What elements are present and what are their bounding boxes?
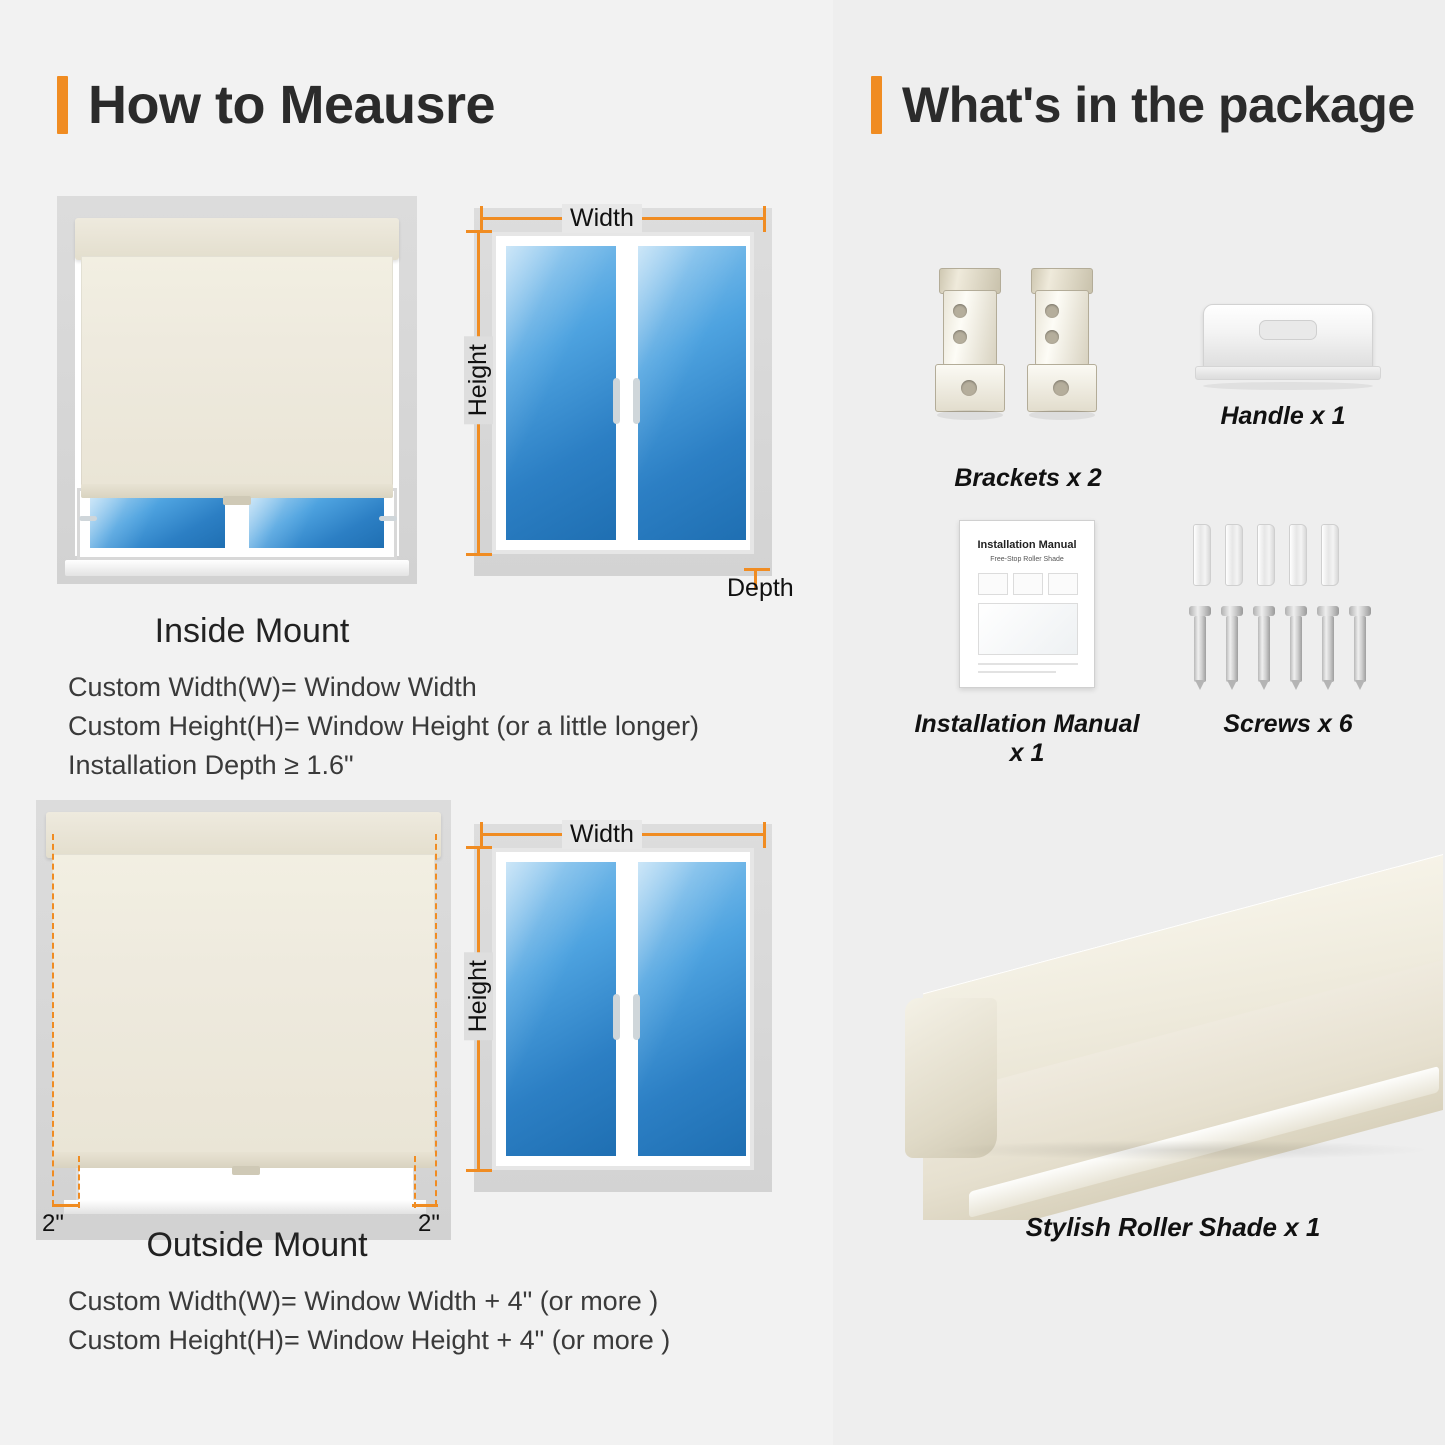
inside-mount-blind-illustration [57,196,417,584]
outside-mount-measure-diagram [452,812,792,1212]
wall-anchor [1257,524,1275,586]
inside-mount-text [68,668,808,785]
shade-pull-tab [223,496,251,505]
wall-anchor [1289,524,1307,586]
manual-figure-3 [1048,573,1078,595]
inside-mount-caption: Inside Mount [154,612,350,650]
overhang-guide-left [52,834,54,1206]
bracket-plate [1035,290,1089,366]
glass-gloss [506,862,616,1156]
handle-group [1173,296,1393,456]
width-label: Width [562,204,642,233]
screw-head [1253,606,1275,616]
manual-text-line-1 [978,663,1078,665]
manual-title: Installation Manual [977,539,1077,551]
height-label: Height [464,952,493,1040]
screw-head [1317,606,1339,616]
inside-mount-line-2: Custom Height(H)= Window Height (or a little longer) [68,711,699,742]
bracket-hole-bottom [961,380,977,396]
glass-gloss [638,862,746,1156]
shade-valance [75,218,399,260]
overhang-arrow-right [412,1204,438,1207]
bracket-hole-mid [1045,330,1059,344]
screw-head [1189,606,1211,616]
window-glass-right [249,498,384,548]
handle-label: Handle x 1 [1220,402,1346,430]
screw-shank [1226,616,1238,682]
right-panel [833,0,1445,1445]
window-sill [64,1200,426,1214]
manual-figure-2 [1013,573,1043,595]
window-glass-right [638,246,746,540]
overhang-label-right: 2" [418,1210,440,1237]
depth-tick [744,568,770,571]
window-handle-right [633,378,640,424]
roller-shade-group [893,840,1445,1310]
inside-mount-line-3: Installation Depth ≥ 1.6" [68,750,354,781]
window-glass-left [90,498,225,548]
screw-tip [1227,680,1237,690]
bracket-plate [943,290,997,366]
roller-end-cap [905,998,997,1158]
roller-shade-photo [893,840,1445,1220]
bracket-2 [1025,268,1099,438]
handle-base [1195,366,1381,380]
screws-group [1173,510,1403,750]
screw-tip [1291,680,1301,690]
brackets-group [913,268,1143,498]
bracket-shadow [937,410,1003,420]
window-glass-left [506,862,616,1156]
shade-fabric [52,854,435,1154]
outside-mount-line-1: Custom Width(W)= Window Width + 4" (or more ) [68,1286,659,1316]
bracket-shadow [1029,410,1095,420]
accent-bar [57,76,68,134]
overhang-label-left: 2" [42,1210,64,1237]
screw-head [1221,606,1243,616]
window-handle-right [633,994,640,1040]
window-handle-left [613,994,620,1040]
screw-shank [1290,616,1302,682]
handle-shadow [1203,382,1373,390]
how-to-measure-header [57,76,495,134]
wall-anchor [1225,524,1243,586]
bracket-hole-top [1045,304,1059,318]
screw-shank [1354,616,1366,682]
overhang-arrow-left [52,1204,80,1207]
window-edge-guide-left [78,1156,80,1208]
depth-label: Depth [727,574,794,602]
window-handle-right [379,516,397,521]
shade-valance [46,812,441,858]
outside-mount-blind-illustration [36,800,451,1240]
manual-subtitle: Free-Stop Roller Shade [990,556,1064,563]
package-title: What's in the package [902,77,1415,133]
window-edge-guide-right [414,1156,416,1208]
screws-label: Screws x 6 [1223,710,1353,738]
window-handle-left [79,516,97,521]
bracket-hole-top [953,304,967,318]
screw-head [1285,606,1307,616]
wall-anchor [1193,524,1211,586]
bracket-1 [933,268,1007,438]
how-to-measure-title: How to Meausre [88,75,496,135]
screw-shank [1194,616,1206,682]
outside-mount-text [68,1282,808,1360]
accent-bar [871,76,882,134]
screw-head [1349,606,1371,616]
screw-tip [1355,680,1365,690]
manual-label: Installation Manual x 1 [914,710,1140,767]
wall-anchor [1321,524,1339,586]
shade-pull-tab [232,1166,260,1175]
screw-tip [1195,680,1205,690]
window-sill [65,560,409,576]
shade-fabric [81,256,393,486]
manual-group [911,520,1143,767]
handle-grip-slot [1259,320,1317,340]
glass-gloss [638,246,746,540]
screw-tip [1323,680,1333,690]
outside-mount-line-2: Custom Height(H)= Window Height + 4" (or more ) [68,1325,671,1356]
inside-mount-measure-diagram [452,196,794,602]
width-label: Width [562,820,642,849]
roller-shade-label: Stylish Roller Shade x 1 [1025,1212,1321,1242]
glass-gloss [90,498,225,548]
screw-tip [1259,680,1269,690]
manual-cover [959,520,1095,688]
manual-figure-large [978,603,1078,655]
outside-mount-caption: Outside Mount [146,1226,368,1264]
package-header [871,76,1415,134]
screw-shank [1258,616,1270,682]
overhang-guide-right [435,834,437,1206]
bracket-hole-mid [953,330,967,344]
brackets-label: Brackets x 2 [954,464,1102,492]
window-glass-left [506,246,616,540]
manual-text-line-2 [978,671,1056,673]
height-label: Height [464,336,493,424]
glass-gloss [249,498,384,548]
window-glass-right [638,862,746,1156]
glass-gloss [506,246,616,540]
manual-figure-1 [978,573,1008,595]
roller-shadow [933,1140,1433,1160]
window-handle-left [613,378,620,424]
inside-mount-line-1: Custom Width(W)= Window Width [68,672,477,702]
screw-shank [1322,616,1334,682]
bracket-hole-bottom [1053,380,1069,396]
